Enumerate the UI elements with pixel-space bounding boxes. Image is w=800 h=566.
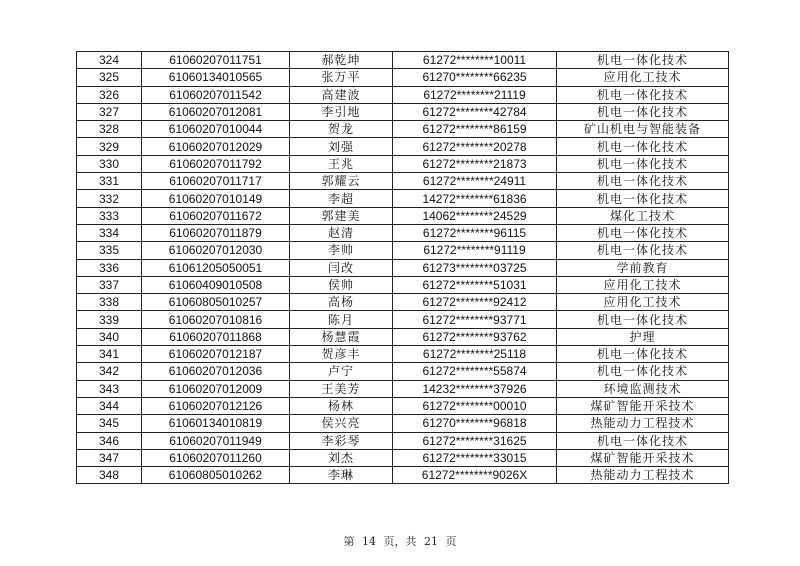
exam-number-cell: 61060134010565: [142, 69, 290, 86]
row-number-cell: 337: [77, 276, 142, 293]
table-row: [77, 155, 729, 172]
table-row: [77, 311, 729, 328]
table-row: [77, 259, 729, 276]
table-row: [77, 207, 729, 224]
id-number-cell: 61272********51031: [393, 276, 557, 293]
row-number-cell: 336: [77, 259, 142, 276]
name-cell: 高杨: [290, 294, 393, 311]
major-cell: 机电一体化技术: [557, 311, 729, 328]
major-cell: 机电一体化技术: [557, 190, 729, 207]
id-number-cell: 61272********10011: [393, 52, 557, 69]
id-number-cell: 61272********00010: [393, 397, 557, 414]
major-cell: 机电一体化技术: [557, 138, 729, 155]
roster-table-body: [77, 52, 729, 484]
row-number-cell: 324: [77, 52, 142, 69]
major-cell: 热能动力工程技术: [557, 467, 729, 484]
name-cell: 李琳: [290, 467, 393, 484]
name-cell: 侯帅: [290, 276, 393, 293]
id-number-cell: 14272********61836: [393, 190, 557, 207]
name-cell: 陈月: [290, 311, 393, 328]
major-cell: 机电一体化技术: [557, 432, 729, 449]
row-number-cell: 330: [77, 155, 142, 172]
row-number-cell: 331: [77, 173, 142, 190]
row-number-cell: 327: [77, 103, 142, 120]
exam-number-cell: 61060134010819: [142, 415, 290, 432]
id-number-cell: 61272********20278: [393, 138, 557, 155]
name-cell: 郝乾坤: [290, 52, 393, 69]
major-cell: 机电一体化技术: [557, 155, 729, 172]
exam-number-cell: 61060207011949: [142, 432, 290, 449]
table-row: [77, 276, 729, 293]
table-row: [77, 328, 729, 345]
major-cell: 护理: [557, 328, 729, 345]
row-number-cell: 339: [77, 311, 142, 328]
table-row: [77, 242, 729, 259]
major-cell: 机电一体化技术: [557, 224, 729, 241]
exam-number-cell: 61060805010257: [142, 294, 290, 311]
major-cell: 机电一体化技术: [557, 346, 729, 363]
table-row: [77, 294, 729, 311]
major-cell: 矿山机电与智能装备: [557, 121, 729, 138]
name-cell: 赵清: [290, 224, 393, 241]
id-number-cell: 61272********25118: [393, 346, 557, 363]
name-cell: 刘杰: [290, 449, 393, 466]
exam-number-cell: 61060207011879: [142, 224, 290, 241]
exam-number-cell: 61060207010816: [142, 311, 290, 328]
exam-number-cell: 61060207010044: [142, 121, 290, 138]
major-cell: 机电一体化技术: [557, 363, 729, 380]
table-row: [77, 467, 729, 484]
id-number-cell: 61272********93771: [393, 311, 557, 328]
name-cell: 王美芳: [290, 380, 393, 397]
name-cell: 高建波: [290, 86, 393, 103]
table-row: [77, 224, 729, 241]
table-row: [77, 380, 729, 397]
id-number-cell: 61272********96115: [393, 224, 557, 241]
table-row: [77, 449, 729, 466]
footer-label-post: 页: [445, 535, 457, 548]
name-cell: 李帅: [290, 242, 393, 259]
major-cell: 机电一体化技术: [557, 52, 729, 69]
major-cell: 应用化工技术: [557, 276, 729, 293]
exam-number-cell: 61060207011792: [142, 155, 290, 172]
exam-number-cell: 61060207011717: [142, 173, 290, 190]
exam-number-cell: 61060207012036: [142, 363, 290, 380]
row-number-cell: 329: [77, 138, 142, 155]
id-number-cell: 61272********92412: [393, 294, 557, 311]
id-number-cell: 61272********9026X: [393, 467, 557, 484]
row-number-cell: 344: [77, 397, 142, 414]
exam-number-cell: 61060207012030: [142, 242, 290, 259]
exam-number-cell: 61060805010262: [142, 467, 290, 484]
row-number-cell: 345: [77, 415, 142, 432]
id-number-cell: 61272********24911: [393, 173, 557, 190]
name-cell: 侯兴亮: [290, 415, 393, 432]
major-cell: 热能动力工程技术: [557, 415, 729, 432]
id-number-cell: 61272********93762: [393, 328, 557, 345]
table-row: [77, 173, 729, 190]
exam-number-cell: 61060207011751: [142, 52, 290, 69]
table-row: [77, 69, 729, 86]
major-cell: 机电一体化技术: [557, 86, 729, 103]
row-number-cell: 341: [77, 346, 142, 363]
id-number-cell: 61270********96818: [393, 415, 557, 432]
major-cell: 煤矿智能开采技术: [557, 449, 729, 466]
footer-total-pages: 21: [424, 535, 438, 548]
table-row: [77, 138, 729, 155]
name-cell: 李引地: [290, 103, 393, 120]
name-cell: 闫改: [290, 259, 393, 276]
major-cell: 学前教育: [557, 259, 729, 276]
exam-number-cell: 61060207012126: [142, 397, 290, 414]
major-cell: 环境监测技术: [557, 380, 729, 397]
exam-number-cell: 61060409010508: [142, 276, 290, 293]
major-cell: 机电一体化技术: [557, 242, 729, 259]
row-number-cell: 338: [77, 294, 142, 311]
row-number-cell: 346: [77, 432, 142, 449]
footer-label-mid: 页，共: [383, 535, 417, 548]
table-row: [77, 121, 729, 138]
id-number-cell: 61272********33015: [393, 449, 557, 466]
roster-table: [76, 51, 729, 484]
row-number-cell: 334: [77, 224, 142, 241]
exam-number-cell: 61061205050051: [142, 259, 290, 276]
row-number-cell: 343: [77, 380, 142, 397]
major-cell: 煤矿智能开采技术: [557, 397, 729, 414]
table-row: [77, 103, 729, 120]
exam-number-cell: 61060207012081: [142, 103, 290, 120]
id-number-cell: 61272********86159: [393, 121, 557, 138]
name-cell: 杨林: [290, 397, 393, 414]
id-number-cell: 61270********66235: [393, 69, 557, 86]
exam-number-cell: 61060207011260: [142, 449, 290, 466]
page-footer: [0, 533, 800, 549]
row-number-cell: 335: [77, 242, 142, 259]
exam-number-cell: 61060207011868: [142, 328, 290, 345]
name-cell: 王兆: [290, 155, 393, 172]
id-number-cell: 14232********37926: [393, 380, 557, 397]
table-row: [77, 346, 729, 363]
id-number-cell: 61272********31625: [393, 432, 557, 449]
id-number-cell: 61272********91119: [393, 242, 557, 259]
name-cell: 刘强: [290, 138, 393, 155]
name-cell: 卢宁: [290, 363, 393, 380]
id-number-cell: 61272********42784: [393, 103, 557, 120]
table-row: [77, 397, 729, 414]
name-cell: 郭建美: [290, 207, 393, 224]
id-number-cell: 61273********03725: [393, 259, 557, 276]
row-number-cell: 332: [77, 190, 142, 207]
table-row: [77, 415, 729, 432]
name-cell: 贺龙: [290, 121, 393, 138]
row-number-cell: 340: [77, 328, 142, 345]
table-row: [77, 86, 729, 103]
footer-current-page: 14: [362, 535, 376, 548]
exam-number-cell: 61060207012187: [142, 346, 290, 363]
row-number-cell: 326: [77, 86, 142, 103]
id-number-cell: 14062********24529: [393, 207, 557, 224]
exam-number-cell: 61060207011542: [142, 86, 290, 103]
row-number-cell: 348: [77, 467, 142, 484]
table-row: [77, 432, 729, 449]
exam-number-cell: 61060207011672: [142, 207, 290, 224]
id-number-cell: 61272********21119: [393, 86, 557, 103]
row-number-cell: 342: [77, 363, 142, 380]
name-cell: 贺彦丰: [290, 346, 393, 363]
major-cell: 机电一体化技术: [557, 173, 729, 190]
exam-number-cell: 61060207012009: [142, 380, 290, 397]
id-number-cell: 61272********21873: [393, 155, 557, 172]
name-cell: 杨慧霞: [290, 328, 393, 345]
table-row: [77, 52, 729, 69]
major-cell: 机电一体化技术: [557, 103, 729, 120]
table-row: [77, 190, 729, 207]
major-cell: 煤化工技术: [557, 207, 729, 224]
row-number-cell: 333: [77, 207, 142, 224]
name-cell: 李超: [290, 190, 393, 207]
row-number-cell: 325: [77, 69, 142, 86]
id-number-cell: 61272********55874: [393, 363, 557, 380]
name-cell: 郭耀云: [290, 173, 393, 190]
name-cell: 李彩琴: [290, 432, 393, 449]
row-number-cell: 347: [77, 449, 142, 466]
major-cell: 应用化工技术: [557, 294, 729, 311]
footer-label-pre: 第: [343, 535, 355, 548]
major-cell: 应用化工技术: [557, 69, 729, 86]
exam-number-cell: 61060207012029: [142, 138, 290, 155]
name-cell: 张万平: [290, 69, 393, 86]
table-row: [77, 363, 729, 380]
exam-number-cell: 61060207010149: [142, 190, 290, 207]
row-number-cell: 328: [77, 121, 142, 138]
